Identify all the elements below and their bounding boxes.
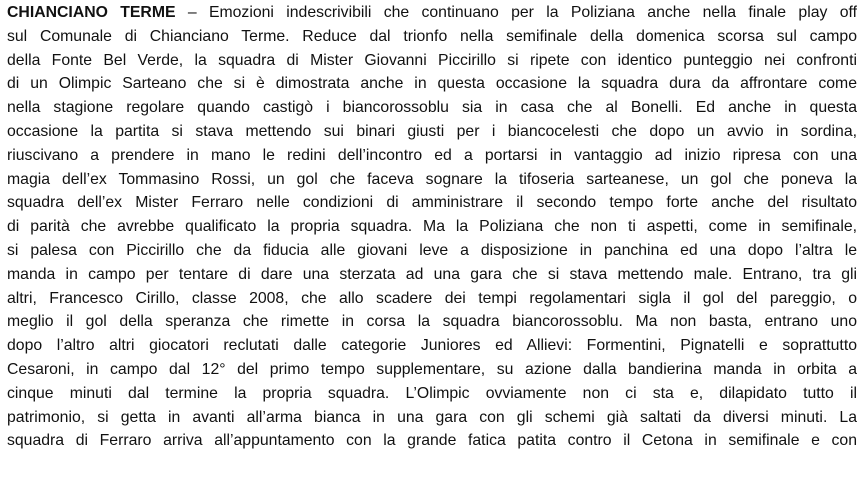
article-line: squadra dell’ex Mister Ferraro nelle condizioni di amministrare il secondo tempo forte anche del risultato [7,194,857,212]
article-body [0,1,863,479]
article-line: altri, Francesco Cirillo, classe 2008, che allo scadere dei tempi regolamentari sigla il gol del pareggio, o [7,289,857,307]
article-line: Cesaroni, in campo dal 12° del primo tempo supplementare, su azione dalla bandierina manda in orbita a [7,360,857,378]
article-line: cinque minuti dal termine la propria squadra. L’Olimpic ovviamente non ci sta e, dilapidato tutto il [7,384,857,402]
article-line: meglio il gol della speranza che rimette in corsa la squadra biancorossoblu. Ma non basta, entrano uno [7,313,857,331]
article-line: squadra di Ferraro arriva all’appuntamento con la grande fatica patita contro il Cetona in semifinale e con [7,432,857,450]
article-line: sul Comunale di Chianciano Terme. Reduce dal trionfo nella semifinale della domenica scorsa sul campo [7,27,857,45]
article-line: patrimonio, si getta in avanti all’arma bianca in una gara con gli schemi già saltati da diversi minuti. La [7,408,857,426]
article-line: di un Olimpic Sarteano che si è dimostrata anche in questa occasione la squadra dura da affrontare come [7,75,857,93]
article-line: di parità che avrebbe qualificato la propria squadra. Ma la Poliziana che non ti aspetti, come in semifinale, [7,218,857,236]
article-line: manda in campo per tentare di dare una sterzata ad una gara che si stava mettendo male. Entrano, tra gli [7,265,857,283]
article-line-text: – Emozioni indescrivibili che continuano per la Poliziana anche nella finale play off [175,4,857,21]
article-line: della Fonte Bel Verde, la squadra di Mister Giovanni Piccirillo si ripete con identico punteggio nei confronti [7,51,857,69]
article-line: nella stagione regolare quando castigò i biancorossoblu sia in casa che al Bonelli. Ed anche in questa [7,99,857,117]
article-line: si palesa con Piccirillo che da fiducia alle giovani leve a disposizione in panchina ed una dopo l’altra le [7,241,857,259]
article-line: magia dell’ex Tommasino Rossi, un gol che faceva sognare la tifoseria sarteanese, un gol che poneva la [7,170,857,188]
article-line: dopo l’altro altri giocatori reclutati dalle categorie Juniores ed Allievi: Formentini, Pignatelli e soprattutto [7,337,857,355]
article-line: riuscivano a prendere in mano le redini dell’incontro ed a portarsi in vantaggio ad inizio ripresa con una [7,146,857,164]
dateline: CHIANCIANO TERME [7,4,176,21]
article-line: occasione la partita si stava mettendo sui binari giusti per i biancocelesti che dopo un avvio in sordina, [7,122,857,140]
article-line [7,1,857,25]
